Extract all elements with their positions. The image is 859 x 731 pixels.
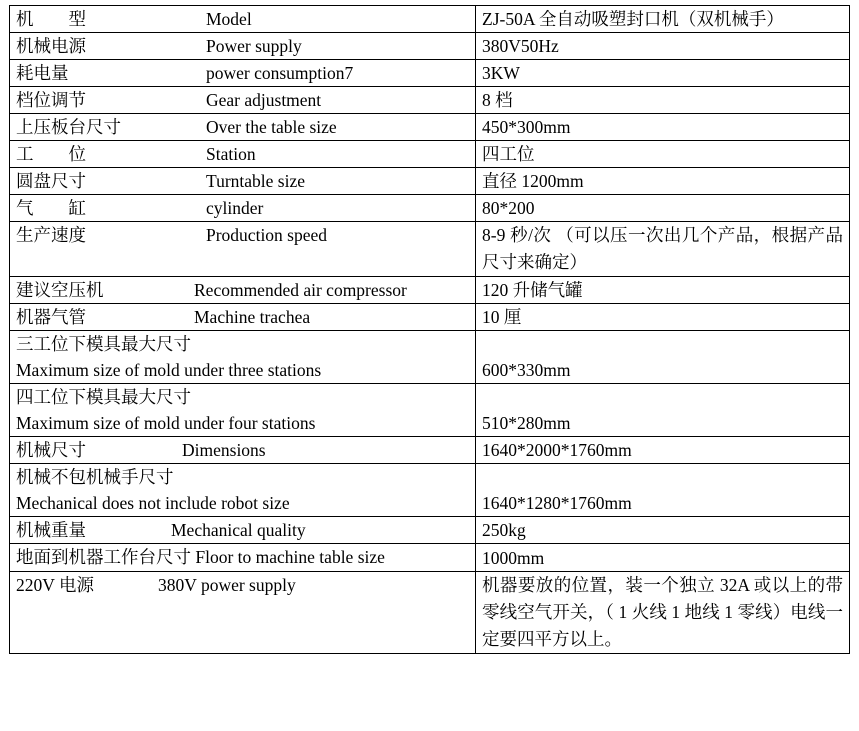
label-cell [10,331,476,384]
value-cell: 250kg [476,517,850,544]
label-cn: 气 缸 [16,198,86,218]
label-en: Production speed [206,225,328,245]
label-cell [10,384,476,437]
value-cell: 四工位 [476,141,850,168]
table-row [10,331,850,384]
table-row [10,437,850,464]
value-cell: 机器要放的位置，装一个独立 32A 或以上的带零线空气开关，（ 1 火线 1 地线 1 零线）电线一定要四平方以上。 [476,572,850,654]
label-cn: 机械重量 [16,520,86,540]
table-row [10,464,850,517]
label-cell [10,544,476,572]
label-cell [10,517,476,544]
label-cn: 工 位 [16,144,86,164]
label-cn: 建议空压机 [16,280,104,300]
spec-table [9,5,850,654]
label-en: power consumption7 [206,63,354,83]
label-cn: 圆盘尺寸 [16,171,86,191]
label-cell [10,304,476,331]
label-en: Dimensions [182,440,266,460]
label-en: Machine trachea [194,307,311,327]
value-cell: 1640*2000*1760mm [476,437,850,464]
value-cell: 510*280mm [476,384,850,437]
label-cell [10,114,476,141]
label-en: 380V power supply [158,575,296,595]
table-row [10,195,850,222]
label-en: Power supply [206,36,302,56]
table-row [10,87,850,114]
label-cn: 机器气管 [16,307,86,327]
label-en: Model [206,9,252,29]
table-row [10,114,850,141]
label-en: Gear adjustment [206,90,322,110]
table-row [10,544,850,572]
label-cell [10,437,476,464]
value-cell: 380V50Hz [476,33,850,60]
table-row [10,222,850,277]
label-cn: 四工位下模具最大尺寸 [16,387,191,407]
label-en: Recommended air compressor [194,280,407,300]
label-cn: 机械尺寸 [16,440,86,460]
label-cell [10,464,476,517]
value-cell: 1640*1280*1760mm [476,464,850,517]
label-cell [10,168,476,195]
label-cell [10,141,476,168]
table-row [10,384,850,437]
table-row [10,277,850,304]
label-en: Floor to machine table size [195,547,385,567]
table-row [10,168,850,195]
label-en: Over the table size [206,117,337,137]
value-cell: 80*200 [476,195,850,222]
table-row [10,517,850,544]
value-cell: 直径 1200mm [476,168,850,195]
value-cell: 10 厘 [476,304,850,331]
label-en: Station [206,144,256,164]
label-cell [10,572,476,654]
value-cell: 450*300mm [476,114,850,141]
label-cn: 生产速度 [16,225,86,245]
label-en: Maximum size of mold under three stations [16,360,322,380]
label-cn: 档位调节 [16,90,86,110]
label-en: Mechanical does not include robot size [16,493,290,513]
label-cn: 三工位下模具最大尺寸 [16,334,191,354]
table-row [10,572,850,654]
table-row [10,6,850,33]
label-cell [10,195,476,222]
label-cell [10,60,476,87]
table-row [10,60,850,87]
value-cell: 3KW [476,60,850,87]
value-cell: 600*330mm [476,331,850,384]
label-cell [10,222,476,277]
value-cell: 8-9 秒/次 （可以压一次出几个产品，根据产品尺寸来确定） [476,222,850,277]
value-cell: 120 升储气罐 [476,277,850,304]
label-cn: 机械电源 [16,36,86,56]
table-row [10,304,850,331]
value-cell: ZJ-50A 全自动吸塑封口机（双机械手） [476,6,850,33]
label-cn: 220V 电源 [16,575,94,595]
label-cn: 机 型 [16,9,86,29]
value-cell: 1000mm [476,544,850,572]
label-cell [10,33,476,60]
label-en: cylinder [206,198,264,218]
label-cn: 上压板台尺寸 [16,117,121,137]
label-cell [10,277,476,304]
label-en: Turntable size [206,171,305,191]
label-en: Mechanical quality [171,520,306,540]
label-cn: 机械不包机械手尺寸 [16,467,174,487]
table-row [10,33,850,60]
label-cell [10,6,476,33]
label-cell [10,87,476,114]
table-row [10,141,850,168]
value-cell: 8 档 [476,87,850,114]
label-cn: 耗电量 [16,63,69,83]
label-en: Maximum size of mold under four stations [16,413,316,433]
label-cn: 地面到机器工作台尺寸 [16,547,191,567]
